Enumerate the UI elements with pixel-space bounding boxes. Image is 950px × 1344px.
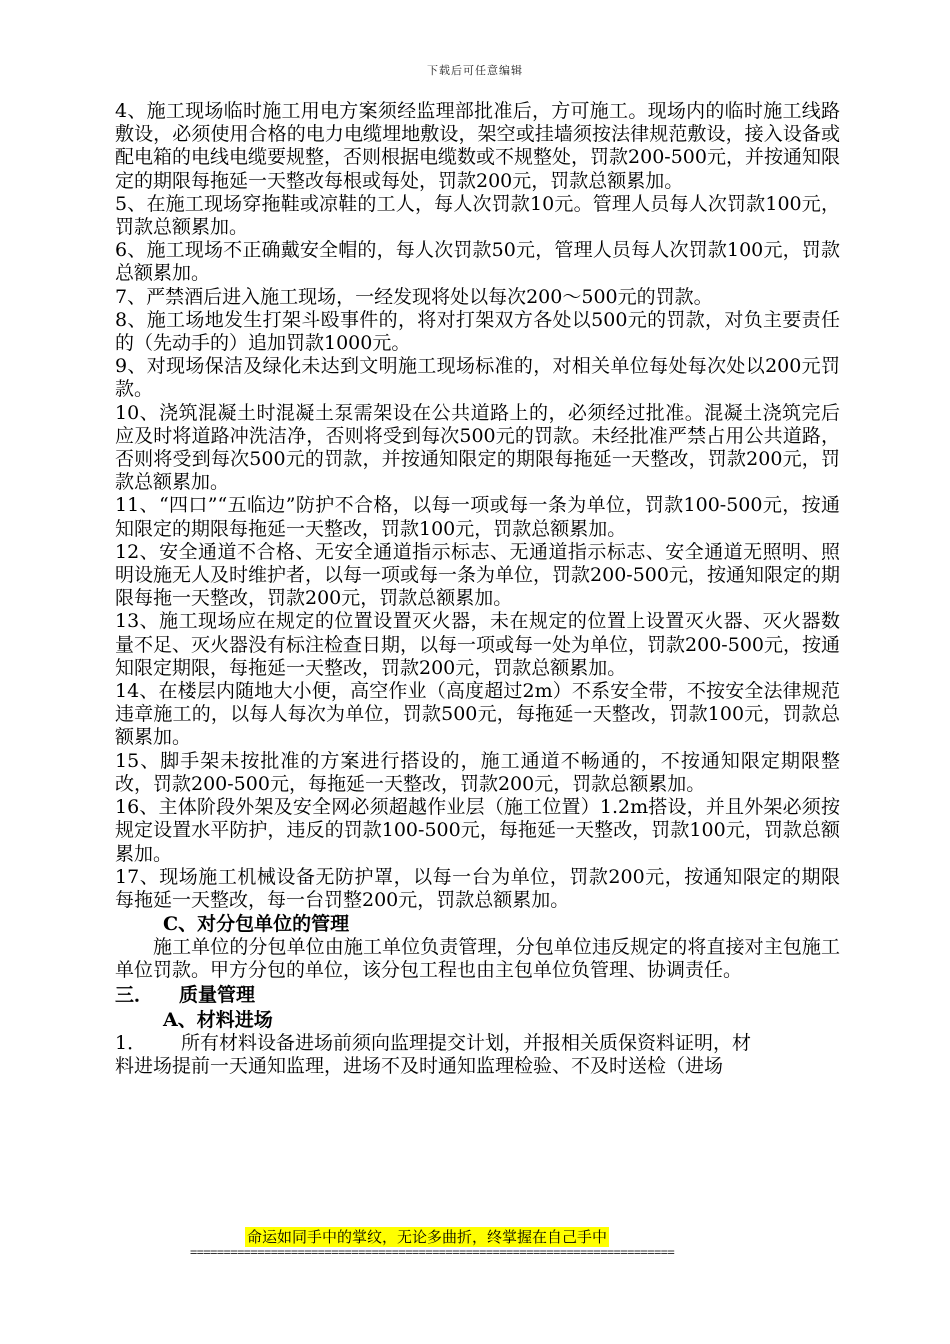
paragraph-item-8: 8、施工场地发生打架斗殴事件的，将对打架双方各处以500元的罚款，对负主要责任的（先动手的）追加罚款1000元。 [115,308,840,355]
quality-item-1-continuation: 料进场提前一天通知监理，进场不及时通知监理检验、不及时送检（进场 [115,1054,724,1077]
paragraph-item-12: 12、安全通道不合格、无安全通道指示标志、无通道指示标志、安全通道无照明、照明设施无人及时维护者，以每一项或每一条为单位，罚款200-500元，按通知限定的期限每拖一天整改，罚款200元，罚款总额累加。 [115,540,840,610]
paragraph-item-17: 17、现场施工机械设备无防护罩，以每一台为单位，罚款200元，按通知限定的期限每拖延一天整改，每一台罚整200元，罚款总额累加。 [115,865,840,911]
paragraph-item-16: 16、主体阶段外架及安全网必须超越作业层（施工位置）1.2m搭设，并且外架必须按规定设置水平防护，违反的罚款100-500元，每拖延一天整改，罚款100元，罚款总额累加。 [115,796,840,865]
paragraph-item-6: 6、施工现场不正确戴安全帽的，每人次罚款50元，管理人员每人次罚款100元，罚款总额累加。 [115,239,840,285]
paragraph-item-7: 7、严禁酒后进入施工现场，一经发现将处以每次200～500元的罚款。 [115,285,713,308]
section-c-body: 施工单位的分包单位由施工单位负责管理，分包单位违反规定的将直接对主包施工单位罚款。甲方分包的单位，该分包工程也由主包单位负管理、协调责任。 [115,936,840,982]
paragraph-item-4: 4、施工现场临时施工用电方案须经监理部批准后，方可施工。现场内的临时施工线路敷设，必须使用合格的电力电缆埋地敷设，架空或挂墙须按法律规范敷设，接入设备或配电箱的电线电缆要规整，否则根据电缆数或不规整处，罚款200-500元，并按通知限定的期限每拖延一天整改每根或每处，罚款200元，罚款总额累加。 [115,100,840,192]
paragraph-item-14: 14、在楼层内随地大小便，高空作业（高度超过2m）不系安全带，不按安全法律规范违章施工的，以每人每次为单位，罚款500元，每拖延一天整改，罚款100元，罚款总额累加。 [115,680,840,749]
section-3-number: 三． [115,983,154,1006]
section-c-heading: C、对分包单位的管理 [163,913,350,936]
quality-item-1-first-line: 所有材料设备进场前须向监理提交计划，并报相关质保资料证明，材 [181,1031,752,1054]
quality-item-1-number: 1． [115,1031,147,1054]
quality-item-1 [115,1032,840,1055]
paragraph-item-11: 11、“四口”“五临边”防护不合格，以每一项或每一条为单位，罚款100-500元，按通知限定的期限每拖延一天整改，罚款100元，罚款总额累加。 [115,494,840,540]
section-3-title: 质量管理 [179,983,256,1006]
paragraph-item-9: 9、对现场保洁及绿化未达到文明施工现场标准的，对相关单位每处每次处以200元罚款。 [115,355,840,401]
header-note: 下载后可任意编辑 [427,64,523,77]
footer-divider-rule: ======================================================================== [190,1245,675,1259]
section-3-sub-a: A、材料进场 [163,1008,273,1031]
paragraph-item-13: 13、施工现场应在规定的位置设置灭火器，未在规定的位置上设置灭火器、灭火器数量不足、灭火器没有标注检查日期，以每一项或每一处为单位，罚款200-500元，按通知限定期限，每拖延一天整改，罚款200元，罚款总额累加。 [115,610,840,679]
paragraph-item-5: 5、在施工现场穿拖鞋或凉鞋的工人，每人次罚款10元。管理人员每人次罚款100元，罚款总额累加。 [115,192,840,239]
paragraph-item-15: 15、脚手架未按批准的方案进行搭设的，施工通道不畅通的，不按通知限定期限整改，罚款200-500元，每拖延一天整改，罚款200元，罚款总额累加。 [115,749,840,795]
document-body [115,100,840,1078]
section-3-heading [115,983,840,1008]
paragraph-item-10: 10、浇筑混凝土时混凝土泵需架设在公共道路上的，必须经过批准。混凝土浇筑完后应及时将道路冲洗洁净，否则将受到每次500元的罚款。未经批准严禁占用公共道路，否则将受到每次500元的罚款，并按通知限定的期限每拖延一天整改，罚款200元，罚款总额累加。 [115,401,840,494]
footer-motto-banner: 命运如同手中的掌纹，无论多曲折，终掌握在自己手中 [247,1228,608,1246]
